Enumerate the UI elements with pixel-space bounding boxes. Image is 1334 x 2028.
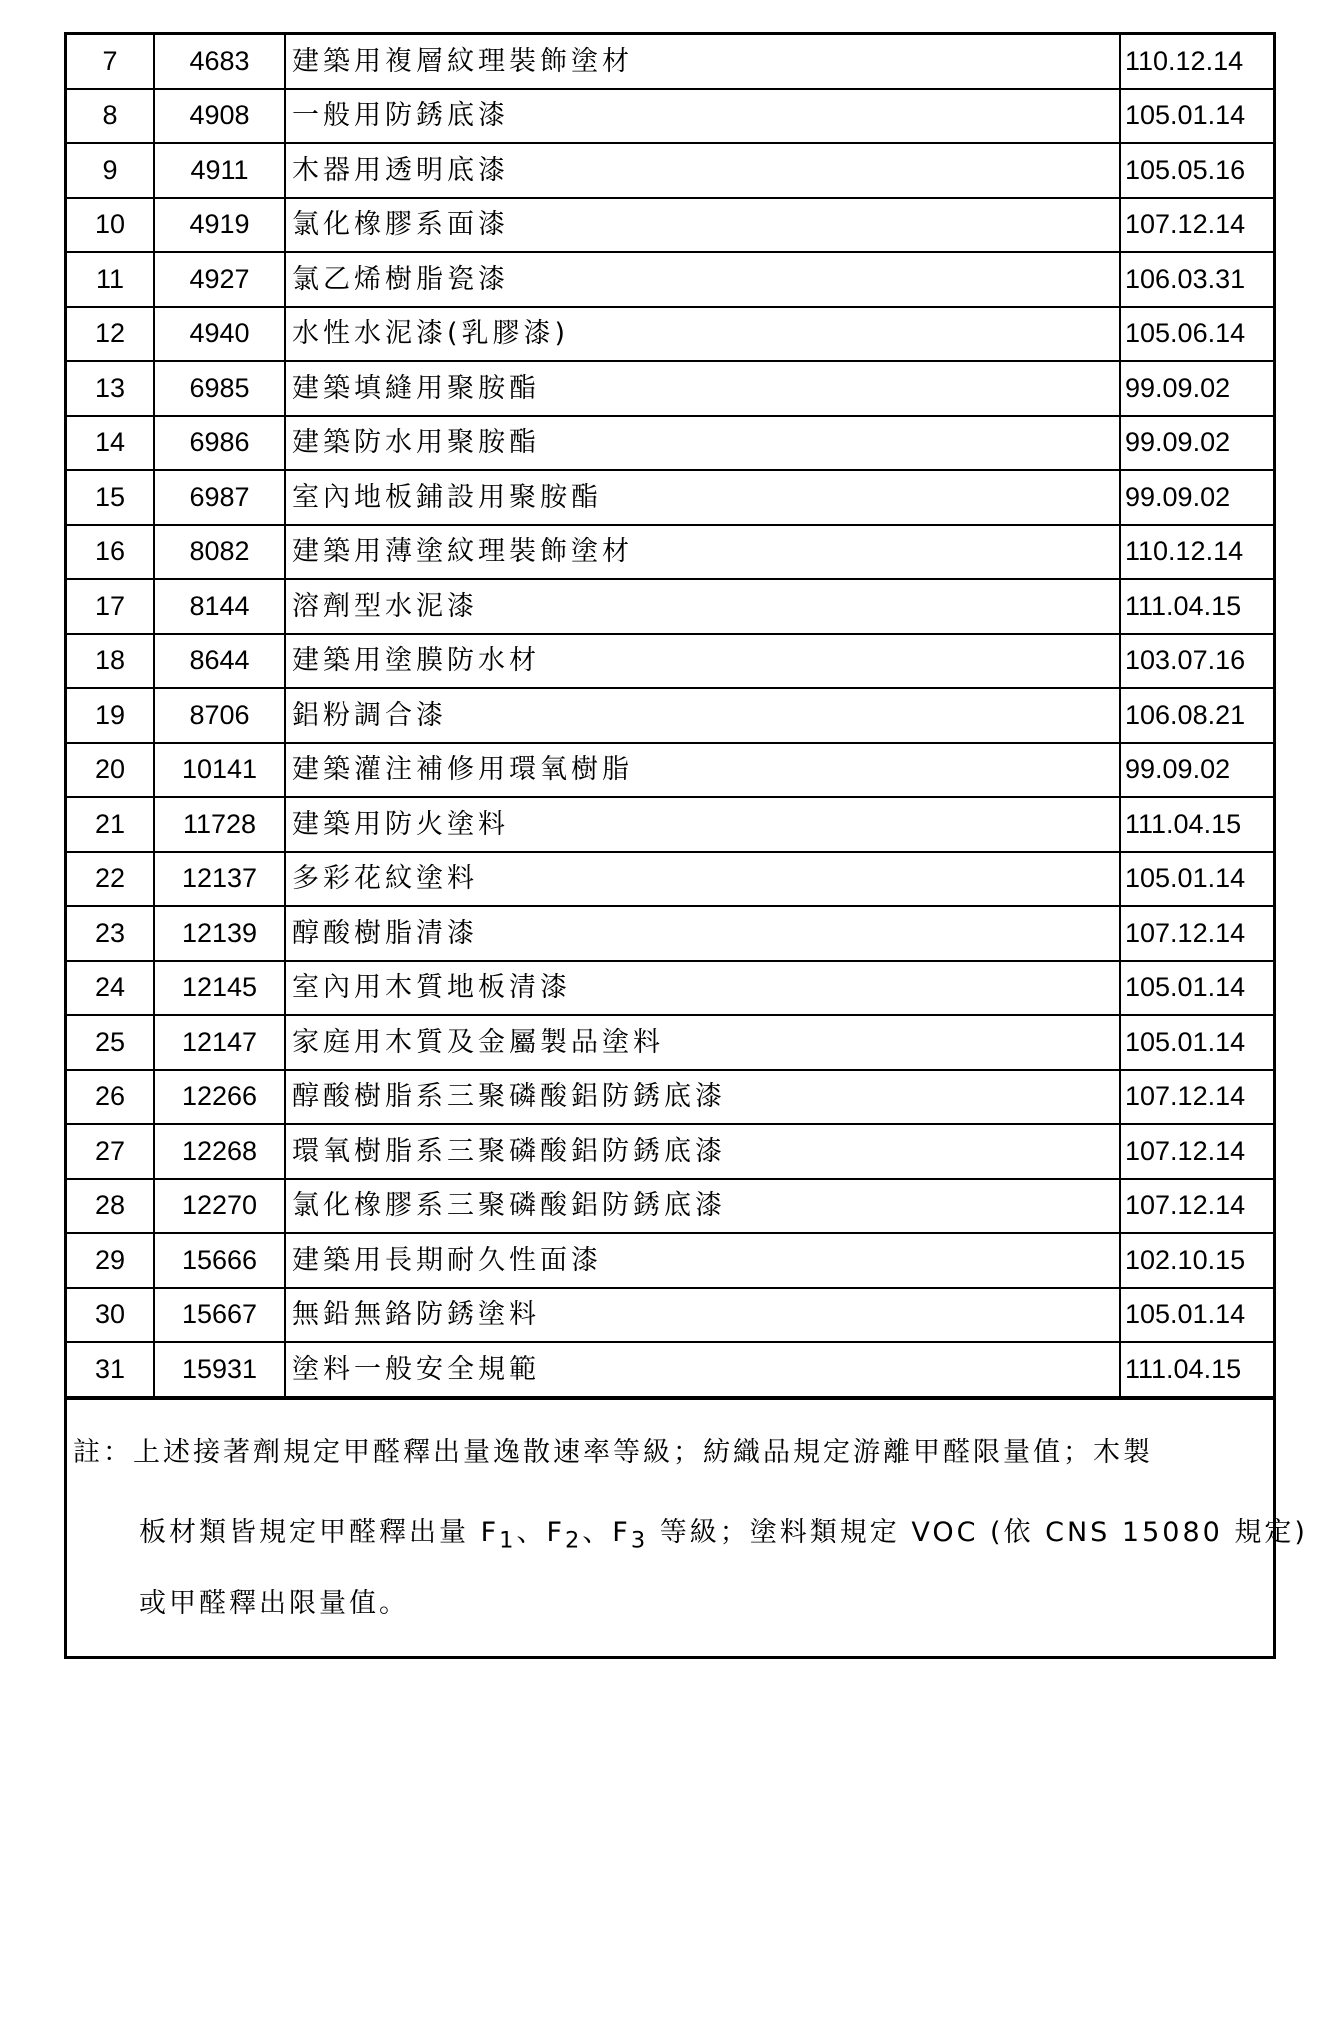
cell-standard-name: 家庭用木質及金屬製品塗料 xyxy=(285,1015,1120,1070)
cell-number: 18 xyxy=(67,634,154,689)
table-row xyxy=(67,579,1273,634)
cell-standard-name: 建築用長期耐久性面漆 xyxy=(285,1233,1120,1288)
cell-date: 99.09.02 xyxy=(1120,361,1273,416)
cell-number: 20 xyxy=(67,743,154,798)
table-row xyxy=(67,1015,1273,1070)
cell-cns-code: 8144 xyxy=(154,579,285,634)
cell-number: 14 xyxy=(67,416,154,471)
table-row xyxy=(67,252,1273,307)
cell-date: 105.01.14 xyxy=(1120,1015,1273,1070)
cell-standard-name: 氯乙烯樹脂瓷漆 xyxy=(285,252,1120,307)
cell-date: 105.01.14 xyxy=(1120,1288,1273,1343)
cell-date: 107.12.14 xyxy=(1120,906,1273,961)
cell-number: 24 xyxy=(67,961,154,1016)
table-row xyxy=(67,143,1273,198)
table-row xyxy=(67,961,1273,1016)
cell-date: 103.07.16 xyxy=(1120,634,1273,689)
subscript-3: 3 xyxy=(630,1526,649,1553)
cell-cns-code: 15931 xyxy=(154,1342,285,1397)
cell-date: 110.12.14 xyxy=(1120,35,1273,89)
cell-standard-name: 氯化橡膠系三聚磷酸鋁防銹底漆 xyxy=(285,1179,1120,1234)
cell-date: 107.12.14 xyxy=(1120,1070,1273,1125)
cell-standard-name: 環氧樹脂系三聚磷酸鋁防銹底漆 xyxy=(285,1124,1120,1179)
cell-standard-name: 無鉛無鉻防銹塗料 xyxy=(285,1288,1120,1343)
standards-table-frame xyxy=(64,32,1308,1659)
cell-number: 21 xyxy=(67,797,154,852)
cell-number: 25 xyxy=(67,1015,154,1070)
table-row xyxy=(67,361,1273,416)
cell-cns-code: 15667 xyxy=(154,1288,285,1343)
cell-number: 19 xyxy=(67,688,154,743)
cell-date: 99.09.02 xyxy=(1120,743,1273,798)
cell-cns-code: 12270 xyxy=(154,1179,285,1234)
table-row xyxy=(67,525,1273,580)
table-row xyxy=(67,1342,1273,1397)
cell-standard-name: 一般用防銹底漆 xyxy=(285,89,1120,144)
cell-standard-name: 木器用透明底漆 xyxy=(285,143,1120,198)
cell-standard-name: 氯化橡膠系面漆 xyxy=(285,198,1120,253)
cell-standard-name: 多彩花紋塗料 xyxy=(285,852,1120,907)
cell-cns-code: 12147 xyxy=(154,1015,285,1070)
table-row xyxy=(67,797,1273,852)
cell-standard-name: 建築用防火塗料 xyxy=(285,797,1120,852)
subscript-1: 1 xyxy=(499,1526,517,1553)
table-row xyxy=(67,906,1273,961)
cell-number: 13 xyxy=(67,361,154,416)
cell-number: 26 xyxy=(67,1070,154,1125)
cell-standard-name: 建築填縫用聚胺酯 xyxy=(285,361,1120,416)
cell-number: 27 xyxy=(67,1124,154,1179)
cell-date: 111.04.15 xyxy=(1120,579,1273,634)
cell-cns-code: 8082 xyxy=(154,525,285,580)
table-row xyxy=(67,89,1273,144)
cell-date: 105.01.14 xyxy=(1120,89,1273,144)
cell-number: 17 xyxy=(67,579,154,634)
standards-table xyxy=(67,35,1273,1398)
cell-date: 111.04.15 xyxy=(1120,797,1273,852)
cell-number: 9 xyxy=(67,143,154,198)
subscript-2: 2 xyxy=(564,1526,583,1553)
cell-standard-name: 溶劑型水泥漆 xyxy=(285,579,1120,634)
cell-cns-code: 4908 xyxy=(154,89,285,144)
cell-date: 99.09.02 xyxy=(1120,470,1273,525)
separator-2: 、F xyxy=(582,1516,631,1548)
cell-date: 107.12.14 xyxy=(1120,1179,1273,1234)
cell-number: 30 xyxy=(67,1288,154,1343)
cell-standard-name: 塗料一般安全規範 xyxy=(285,1342,1120,1397)
footnote-line-2-end: 等級；塗料類規定 VOC (依 CNS 15080 規定) xyxy=(648,1516,1308,1548)
cell-number: 11 xyxy=(67,252,154,307)
cell-cns-code: 12145 xyxy=(154,961,285,1016)
cell-number: 28 xyxy=(67,1179,154,1234)
cell-cns-code: 15666 xyxy=(154,1233,285,1288)
cell-standard-name: 醇酸樹脂系三聚磷酸鋁防銹底漆 xyxy=(285,1070,1120,1125)
cell-standard-name: 醇酸樹脂清漆 xyxy=(285,906,1120,961)
table-row xyxy=(67,1070,1273,1125)
cell-date: 105.06.14 xyxy=(1120,307,1273,362)
cell-cns-code: 12137 xyxy=(154,852,285,907)
footnote-line-2 xyxy=(139,1510,1308,1553)
cell-date: 111.04.15 xyxy=(1120,1342,1273,1397)
cell-standard-name: 建築防水用聚胺酯 xyxy=(285,416,1120,471)
cell-number: 22 xyxy=(67,852,154,907)
table-row xyxy=(67,688,1273,743)
cell-cns-code: 4911 xyxy=(154,143,285,198)
cell-date: 105.05.16 xyxy=(1120,143,1273,198)
table-row xyxy=(67,198,1273,253)
cell-cns-code: 6986 xyxy=(154,416,285,471)
table-row xyxy=(67,307,1273,362)
footnote-line-2-start: 板材類皆規定甲醛釋出量 F xyxy=(139,1516,500,1548)
footnote-line-1: 註：上述接著劑規定甲醛釋出量逸散速率等級；紡織品規定游離甲醛限量值；木製 xyxy=(73,1436,1153,1468)
cell-cns-code: 12266 xyxy=(154,1070,285,1125)
cell-cns-code: 12139 xyxy=(154,906,285,961)
table-row xyxy=(67,852,1273,907)
cell-standard-name: 建築灌注補修用環氧樹脂 xyxy=(285,743,1120,798)
cell-date: 106.08.21 xyxy=(1120,688,1273,743)
table-row xyxy=(67,1179,1273,1234)
cell-cns-code: 6985 xyxy=(154,361,285,416)
cell-number: 23 xyxy=(67,906,154,961)
table-row xyxy=(67,743,1273,798)
cell-standard-name: 水性水泥漆(乳膠漆) xyxy=(285,307,1120,362)
table-row xyxy=(67,35,1273,89)
cell-number: 31 xyxy=(67,1342,154,1397)
table-row xyxy=(67,1124,1273,1179)
table-row xyxy=(67,416,1273,471)
cell-number: 12 xyxy=(67,307,154,362)
cell-number: 16 xyxy=(67,525,154,580)
cell-date: 99.09.02 xyxy=(1120,416,1273,471)
cell-date: 107.12.14 xyxy=(1120,198,1273,253)
cell-date: 105.01.14 xyxy=(1120,961,1273,1016)
cell-date: 105.01.14 xyxy=(1120,852,1273,907)
cell-number: 7 xyxy=(67,35,154,89)
cell-standard-name: 鋁粉調合漆 xyxy=(285,688,1120,743)
table-row xyxy=(67,470,1273,525)
cell-standard-name: 建築用薄塗紋理裝飾塗材 xyxy=(285,525,1120,580)
cell-cns-code: 4919 xyxy=(154,198,285,253)
cell-number: 29 xyxy=(67,1233,154,1288)
cell-cns-code: 12268 xyxy=(154,1124,285,1179)
footnote-line-3: 或甲醛釋出限量值。 xyxy=(139,1587,409,1619)
cell-date: 110.12.14 xyxy=(1120,525,1273,580)
cell-standard-name: 室內地板鋪設用聚胺酯 xyxy=(285,470,1120,525)
table-row xyxy=(67,1288,1273,1343)
cell-number: 15 xyxy=(67,470,154,525)
cell-date: 102.10.15 xyxy=(1120,1233,1273,1288)
cell-cns-code: 4683 xyxy=(154,35,285,89)
cell-date: 107.12.14 xyxy=(1120,1124,1273,1179)
cell-cns-code: 8706 xyxy=(154,688,285,743)
cell-date: 106.03.31 xyxy=(1120,252,1273,307)
cell-number: 8 xyxy=(67,89,154,144)
cell-number: 10 xyxy=(67,198,154,253)
cell-cns-code: 11728 xyxy=(154,797,285,852)
table-row xyxy=(67,634,1273,689)
cell-cns-code: 10141 xyxy=(154,743,285,798)
separator-1: 、F xyxy=(516,1516,565,1548)
cell-cns-code: 4940 xyxy=(154,307,285,362)
footnote xyxy=(67,1398,1308,1656)
cell-cns-code: 8644 xyxy=(154,634,285,689)
cell-cns-code: 4927 xyxy=(154,252,285,307)
table-row xyxy=(67,1233,1273,1288)
cell-standard-name: 建築用塗膜防水材 xyxy=(285,634,1120,689)
cell-cns-code: 6987 xyxy=(154,470,285,525)
table-body xyxy=(67,35,1273,1397)
cell-standard-name: 建築用複層紋理裝飾塗材 xyxy=(285,35,1120,89)
cell-standard-name: 室內用木質地板清漆 xyxy=(285,961,1120,1016)
